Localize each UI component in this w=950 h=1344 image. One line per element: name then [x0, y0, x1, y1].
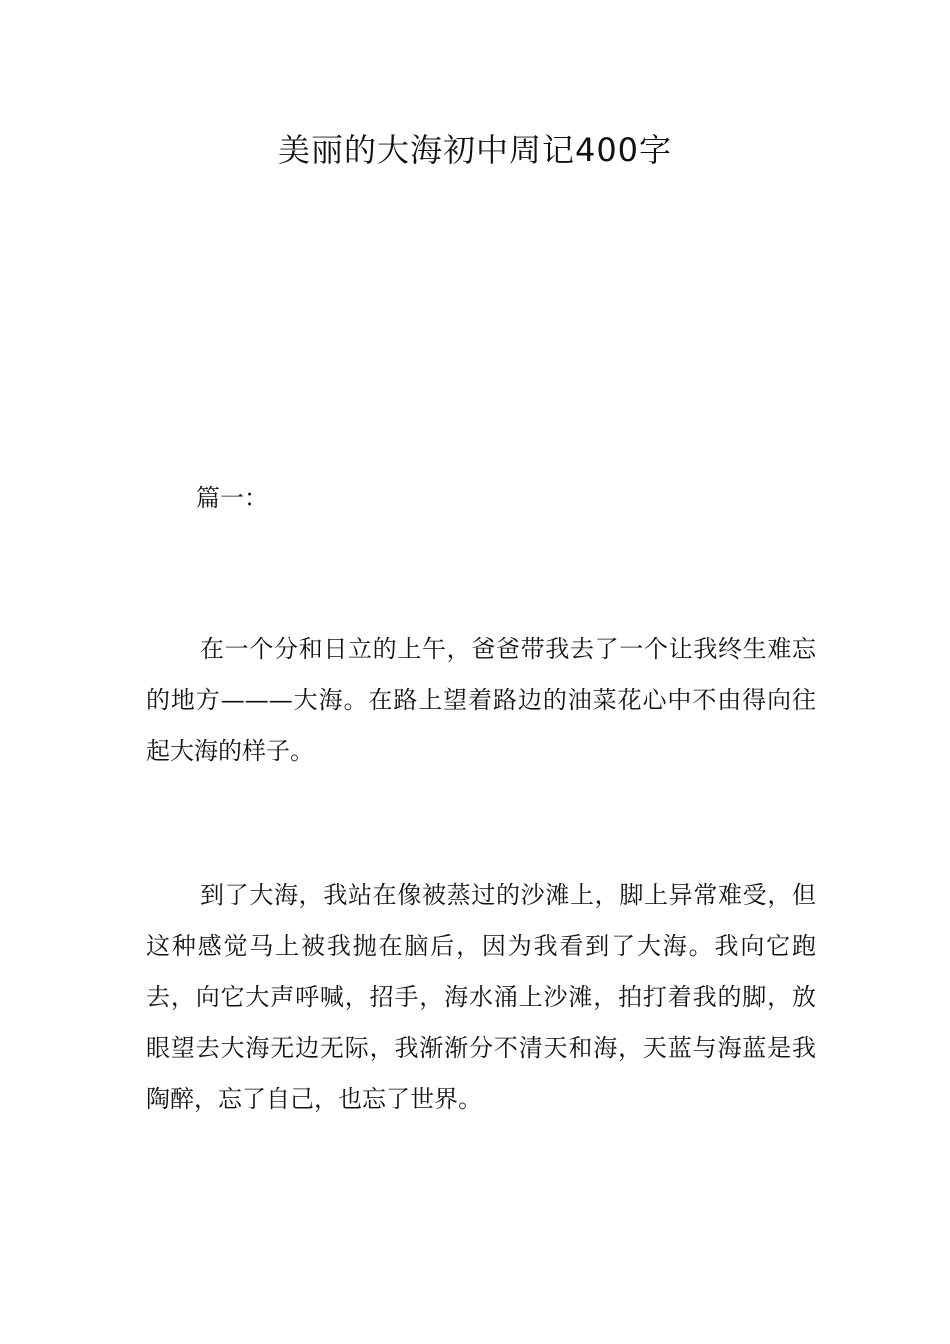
paragraph-1: 在一个分和日立的上午，爸爸带我去了一个让我终生难忘的地方———大海。在路上望着路边的油菜花心中不由得向往起大海的样子。: [146, 635, 816, 765]
document-title: 美丽的大海初中周记400字: [277, 131, 673, 169]
section-label: 篇一：: [196, 484, 268, 512]
paragraph-2: 到了大海，我站在像被蒸过的沙滩上，脚上异常难受，但这种感觉马上被我抛在脑后，因为我看到了大海。我向它跑去，向它大声呼喊，招手，海水涌上沙滩，拍打着我的脚，放眼望去大海无边无际，我渐渐分不清天和海，天蓝与海蓝是我陶醉，忘了自己，也忘了世界。: [146, 881, 816, 1113]
